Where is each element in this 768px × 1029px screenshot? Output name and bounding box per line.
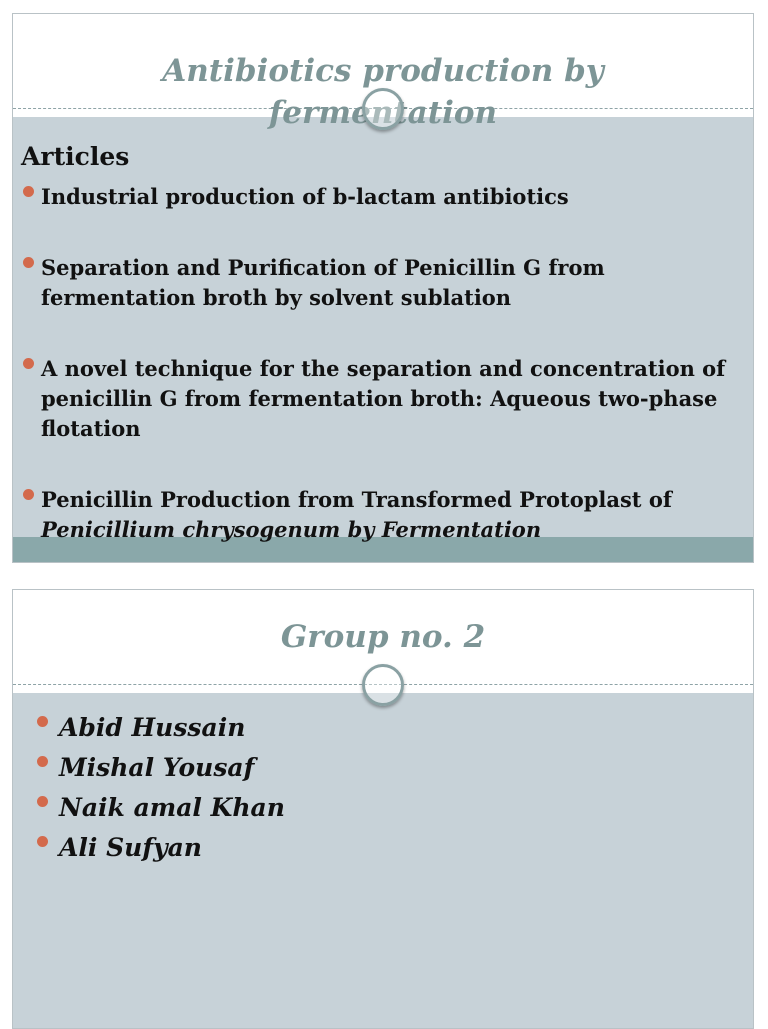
article-text: Industrial production of b-lactam antibiotics	[41, 184, 569, 209]
bullet-icon	[37, 796, 48, 807]
bullet-icon	[23, 186, 34, 197]
slide-antibiotics-articles	[12, 13, 754, 563]
list-item	[35, 748, 635, 788]
bullet-icon	[23, 358, 34, 369]
bullet-icon	[37, 756, 48, 767]
member-name: Naik amal Khan	[59, 793, 285, 822]
ring-ornament-icon	[362, 664, 404, 706]
member-name: Mishal Yousaf	[59, 753, 255, 782]
article-italic-text: Penicillium chrysogenum by Fermentation	[41, 517, 542, 542]
ring-ornament-icon	[362, 88, 404, 130]
article-text: Penicillin Production from Transformed Protoplast of	[41, 487, 672, 512]
list-item	[21, 182, 749, 253]
slide-title: Antibiotics production by fermentation	[162, 53, 604, 131]
slide-group-members	[12, 589, 754, 1029]
article-text: A novel technique for the separation and concentration of penicillin G from fermentation broth: Aqueous two-phase flotation	[41, 356, 726, 441]
list-item	[21, 354, 749, 485]
bullet-icon	[23, 489, 34, 500]
list-item	[21, 485, 749, 545]
articles-list	[21, 182, 749, 545]
bullet-icon	[37, 716, 48, 727]
list-item	[21, 253, 749, 354]
list-item	[35, 708, 635, 748]
member-name: Ali Sufyan	[59, 833, 202, 862]
members-list	[35, 708, 635, 868]
list-item	[35, 828, 635, 868]
bullet-icon	[37, 836, 48, 847]
bullet-icon	[23, 257, 34, 268]
list-item	[35, 788, 635, 828]
articles-heading: Articles	[21, 142, 130, 171]
member-name: Abid Hussain	[59, 713, 246, 742]
slide-title: Group no. 2	[280, 619, 486, 655]
article-text: Separation and Purification of Penicillin G from fermentation broth by solvent sublation	[41, 255, 605, 310]
